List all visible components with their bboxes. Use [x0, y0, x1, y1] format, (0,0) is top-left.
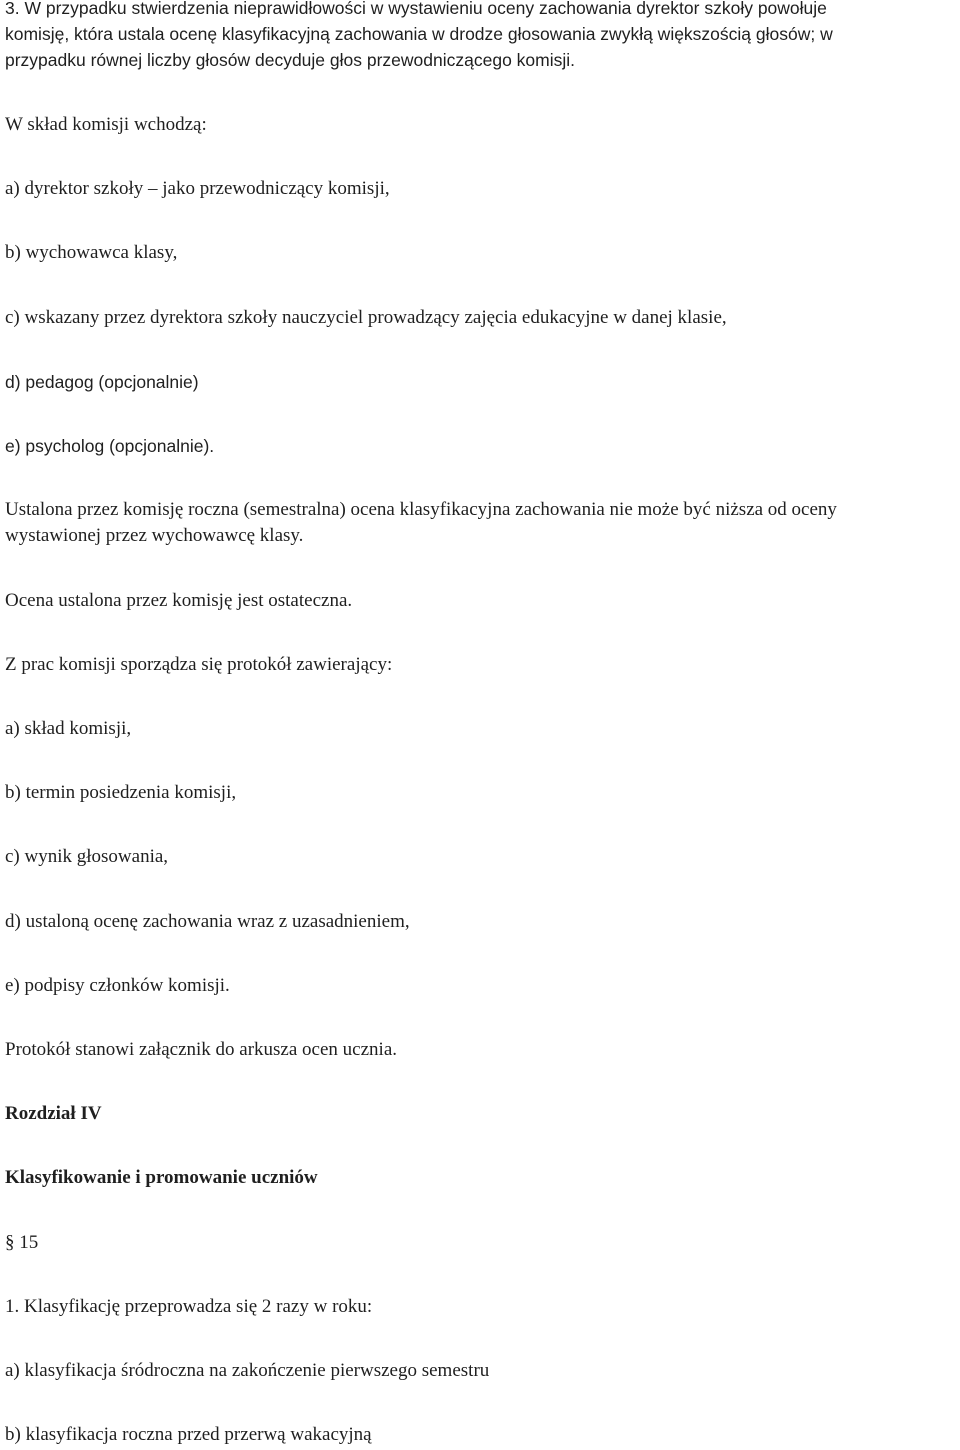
protocol-item-d: d) ustaloną ocenę zachowania wraz z uzasadnieniem, [5, 911, 410, 932]
protocol-item-c: c) wynik głosowania, [5, 846, 169, 867]
intro-line-1: 3. W przypadku stwierdzenia nieprawidłowości w wystawieniu oceny zachowania dyrektor szkoły powołuje [5, 0, 827, 18]
committee-member-b: b) wychowawca klasy, [5, 242, 178, 263]
protocol-attachment: Protokół stanowi załącznik do arkusza ocen ucznia. [5, 1039, 397, 1060]
protocol-item-a: a) skład komisji, [5, 718, 132, 739]
classification-item-b: b) klasyfikacja roczna przed przerwą wakacyjną [5, 1424, 372, 1445]
grade-rule-line-1: Ustalona przez komisję roczna (semestralna) ocena klasyfikacyjna zachowania nie może być niższa od oceny [5, 499, 837, 520]
committee-heading: W skład komisji wchodzą: [5, 114, 207, 135]
committee-member-a: a) dyrektor szkoły – jako przewodniczący komisji, [5, 178, 390, 199]
classification-item-a: a) klasyfikacja śródroczna na zakończenie pierwszego semestru [5, 1360, 490, 1381]
protocol-heading: Z prac komisji sporządza się protokół zawierający: [5, 654, 393, 675]
protocol-item-b: b) termin posiedzenia komisji, [5, 782, 237, 803]
grade-rule-line-2: wystawionej przez wychowawcę klasy. [5, 525, 304, 546]
committee-member-d: d) pedagog (opcjonalnie) [5, 372, 199, 392]
final-decision: Ocena ustalona przez komisję jest ostateczna. [5, 590, 353, 611]
intro-line-2: komisję, która ustala ocenę klasyfikacyjną zachowania w drodze głosowania zwykłą większością głosów; w [5, 24, 833, 44]
committee-member-e: e) psycholog (opcjonalnie). [5, 436, 215, 456]
chapter-title: Rozdział IV [5, 1103, 102, 1124]
chapter-subtitle: Klasyfikowanie i promowanie uczniów [5, 1167, 318, 1188]
classification-intro: 1. Klasyfikację przeprowadza się 2 razy w roku: [5, 1296, 373, 1317]
committee-member-c: c) wskazany przez dyrektora szkoły nauczyciel prowadzący zajęcia edukacyjne w danej klasie, [5, 307, 727, 328]
intro-line-3: przypadku równej liczby głosów decyduje głos przewodniczącego komisji. [5, 50, 575, 70]
protocol-item-e: e) podpisy członków komisji. [5, 975, 230, 996]
paragraph-number: § 15 [5, 1232, 39, 1253]
